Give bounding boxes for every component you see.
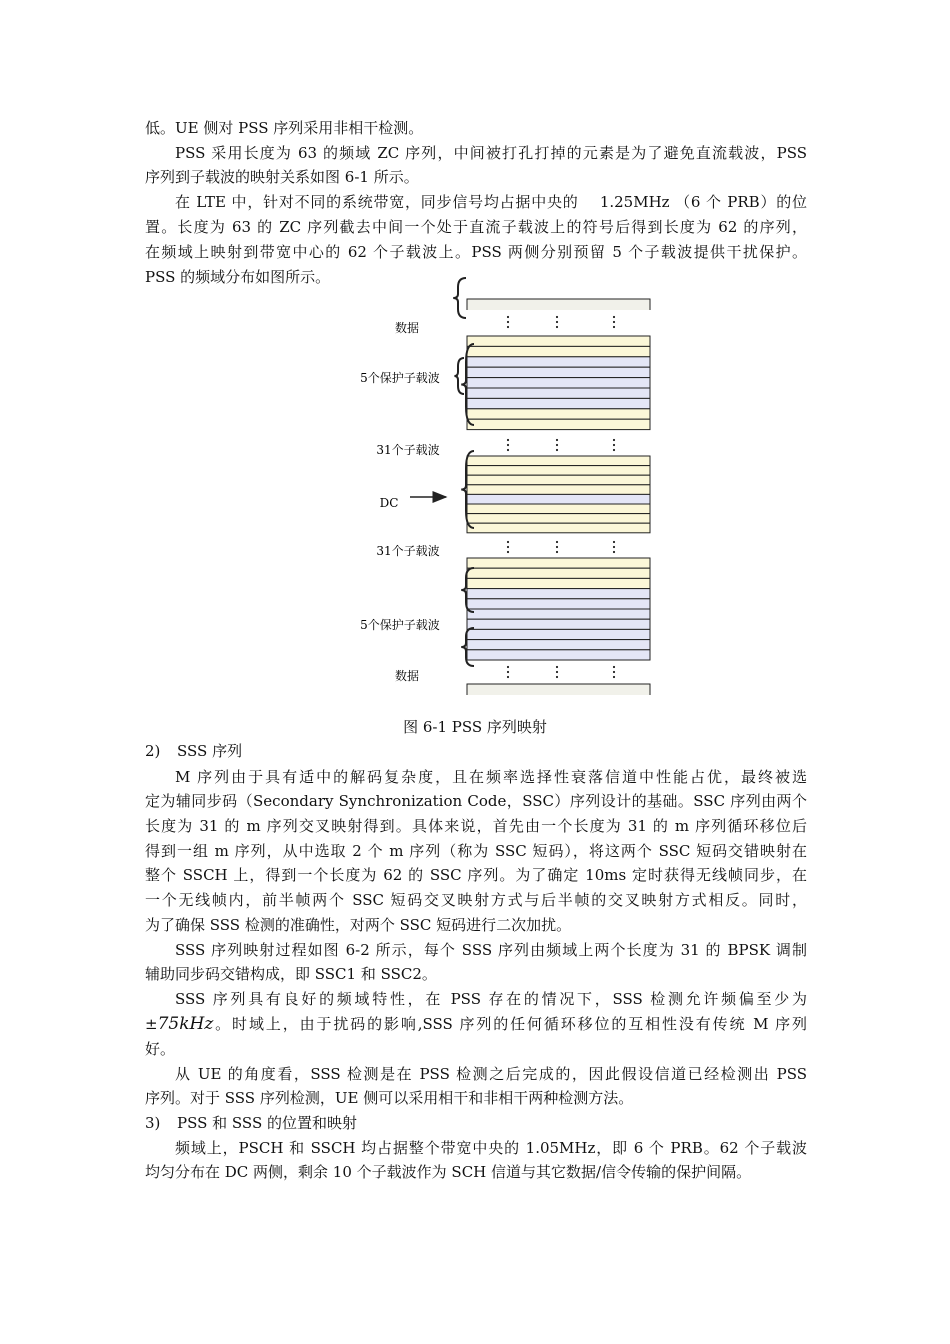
subcarrier-row (467, 409, 650, 419)
ellipsis-dot (507, 666, 509, 668)
data-block-top (467, 299, 650, 310)
ellipsis-dot (507, 541, 509, 543)
paragraph-line: 在频域上映射到带宽中心的 62 个子载波上。PSS 两侧分别预留 5 个子载波提供干扰保护。 (145, 243, 807, 261)
data-block-bottom (467, 684, 650, 695)
subcarrier-row (467, 629, 650, 639)
paragraph-line: M 序列由于具有适中的解码复杂度，且在频率选择性衰落信道中性能占优，最终被选 (175, 768, 807, 786)
subcarrier-row (467, 419, 650, 429)
ellipsis-dot (556, 676, 558, 678)
ellipsis-dot (507, 546, 509, 548)
ellipsis-dot (507, 676, 509, 678)
ellipsis-dot (507, 551, 509, 553)
ellipsis-dot (613, 671, 615, 673)
subcarrier-row (467, 619, 650, 629)
subcarrier-row (467, 346, 650, 356)
ellipsis-dot (556, 671, 558, 673)
ellipsis-dot (507, 671, 509, 673)
paragraph-line: 频域上，PSCH 和 SSCH 均占据整个带宽中央的 1.05MHz，即 6 个 PRB。62 个子载波 (175, 1139, 807, 1157)
heading-number: 2) (145, 742, 161, 760)
subcarrier-row (467, 599, 650, 609)
grouping-brace (453, 278, 466, 318)
paragraph-line: 在 LTE 中，针对不同的系统带宽，同步信号均占据中央的 1.25MHz （6 个 PRB）的位 (175, 193, 807, 211)
paragraph-line: SSS 序列映射过程如图 6-2 所示，每个 SSS 序列由频域上两个长度为 31 的 BPSK 调制 (175, 941, 807, 959)
ellipsis-dot (556, 666, 558, 668)
ellipsis-dot (613, 449, 615, 451)
paragraph-line: 定为辅同步码（Secondary Synchronization Code，SSC）序列设计的基础。SSC 序列由两个 (145, 792, 807, 810)
subcarrier-row (467, 568, 650, 578)
ellipsis-dot (613, 541, 615, 543)
ellipsis-dot (613, 666, 615, 668)
paragraph-line: SSS 序列具有良好的频域特性，在 PSS 存在的情况下，SSS 检测允许频偏至少为 (175, 990, 807, 1008)
ellipsis-dot (613, 546, 615, 548)
figure-caption: 图 6-1 PSS 序列映射 (403, 718, 547, 736)
subcarrier-row (467, 388, 650, 398)
pss-mapping-figure (0, 270, 950, 710)
ellipsis-dot (556, 541, 558, 543)
label-31-subcarriers-bottom: 31个子载波 (376, 544, 440, 558)
paragraph-line: 辅助同步码交错构成，即 SSC1 和 SSC2。 (145, 965, 437, 983)
ellipsis-dot (556, 444, 558, 446)
ellipsis-dot (556, 321, 558, 323)
subcarrier-row (467, 336, 650, 346)
paragraph-line (145, 1012, 807, 1036)
paragraph-line: 为了确保 SSS 检测的准确性，对两个 SSC 短码进行二次加扰。 (145, 916, 572, 934)
paragraph-line: PSS 采用长度为 63 的频域 ZC 序列，中间被打孔打掉的元素是为了避免直流载波，PSS (175, 144, 807, 162)
ellipsis-dot (507, 449, 509, 451)
ellipsis-dot (556, 546, 558, 548)
grouping-brace (454, 358, 464, 394)
ellipsis-dot (507, 444, 509, 446)
label-data-top: 数据 (394, 321, 420, 335)
ellipsis-dot (613, 676, 615, 678)
paragraph-line: PSS 的频域分布如图所示。 (145, 268, 331, 286)
paragraph-line: 整个 SSCH 上，得到一个长度为 62 的 SSC 序列。为了确定 10ms 定时获得无线帧同步，在 (145, 866, 807, 884)
ellipsis-dot (613, 326, 615, 328)
subcarrier-row (467, 475, 650, 485)
subcarrier-row (467, 640, 650, 650)
subcarrier-row (467, 466, 650, 476)
section-heading-sss (145, 739, 242, 763)
ellipsis-dot (556, 316, 558, 318)
subcarrier-row (467, 504, 650, 514)
subcarrier-row (467, 485, 650, 495)
label-guard-top: 5个保护子载波 (360, 371, 440, 385)
heading-number: 3) (145, 1114, 161, 1132)
paragraph-line: 序列。对于 SSS 序列检测，UE 侧可以采用相干和非相干两种检测方法。 (145, 1089, 634, 1107)
subcarrier-row (467, 650, 650, 660)
ellipsis-dot (613, 316, 615, 318)
heading-text: SSS 序列 (177, 742, 243, 760)
ellipsis-dot (507, 326, 509, 328)
subcarrier-row (467, 514, 650, 524)
paragraph-line: 一个无线帧内，前半帧两个 SSC 短码交叉映射方式与后半帧的交叉映射方式相反。同时， (145, 891, 807, 909)
subcarrier-row (467, 456, 650, 466)
subcarrier-row (467, 589, 650, 599)
ellipsis-dot (507, 316, 509, 318)
paragraph-line: 置。长度为 63 的 ZC 序列截去中间一个处于直流子载波上的符号后得到长度为 62 的序列， (145, 218, 807, 236)
subcarrier-row (467, 367, 650, 377)
subcarrier-row (467, 578, 650, 588)
ellipsis-dot (556, 439, 558, 441)
heading-text: PSS 和 SSS 的位置和映射 (177, 1114, 357, 1132)
subcarrier-row (467, 523, 650, 533)
ellipsis-dot (556, 326, 558, 328)
plus-minus-sign: ± (145, 1015, 158, 1033)
ellipsis-dot (613, 321, 615, 323)
subcarrier-row (467, 609, 650, 619)
subcarrier-row (467, 357, 650, 367)
paragraph-line: 从 UE 的角度看，SSS 检测是在 PSS 检测之后完成的，因此假设信道已经检测出 PSS (175, 1065, 807, 1083)
ellipsis-dot (613, 439, 615, 441)
ellipsis-dot (613, 551, 615, 553)
label-guard-bottom: 5个保护子载波 (360, 618, 440, 632)
label-data-bottom: 数据 (394, 669, 420, 683)
paragraph-line: 得到一组 m 序列，从中选取 2 个 m 序列（称为 SSC 短码），将这两个 SSC 短码交错映射在 (145, 842, 807, 860)
paragraph-line: 均匀分布在 DC 两侧，剩余 10 个子载波作为 SCH 信道与其它数据/信令传输的保护间隔。 (145, 1163, 752, 1181)
ellipsis-dot (556, 449, 558, 451)
ellipsis-dot (556, 551, 558, 553)
frequency-offset-math: 75kHz (157, 1014, 214, 1034)
section-heading-pss-sss-mapping (145, 1111, 357, 1135)
label-dc: DC (379, 496, 399, 510)
paragraph-line: 好。 (145, 1040, 176, 1058)
subcarrier-row (467, 398, 650, 408)
label-31-subcarriers-top: 31个子载波 (376, 443, 440, 457)
ellipsis-dot (613, 444, 615, 446)
subcarrier-row (467, 378, 650, 388)
paragraph-line: 长度为 31 的 m 序列交叉映射得到。具体来说，首先由一个长度为 31 的 m 序列循环移位后 (145, 817, 807, 835)
ellipsis-dot (507, 439, 509, 441)
subcarrier-row (467, 494, 650, 504)
subcarrier-row (467, 558, 650, 568)
paragraph-text: 。时域上，由于扰码的影响,SSS 序列的任何循环移位的互相性没有传统 M 序列 (213, 1015, 807, 1033)
paragraph-line: 低。UE 侧对 PSS 序列采用非相干检测。 (145, 119, 424, 137)
paragraph-line: 序列到子载波的映射关系如图 6-1 所示。 (145, 168, 419, 186)
ellipsis-dot (507, 321, 509, 323)
